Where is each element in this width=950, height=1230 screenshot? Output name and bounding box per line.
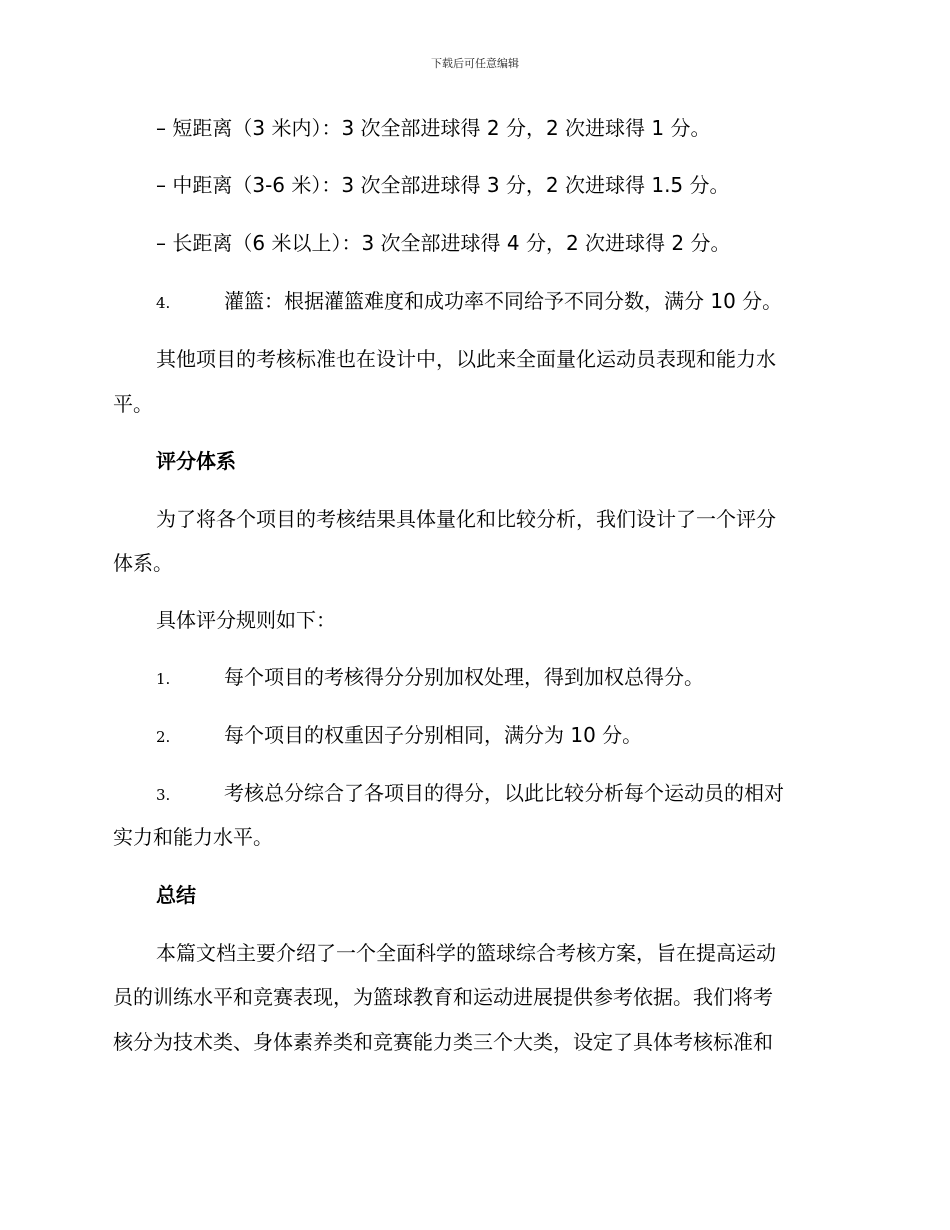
paragraph-line: 员的训练水平和竞赛表现，为篮球教育和运动进展提供参考依据。我们将考 [113, 985, 773, 1009]
list-item-text: 每个项目的权重因子分别相同，满分为 10 分。 [224, 723, 643, 747]
list-number: 2. [156, 728, 171, 746]
list-item-1 [156, 663, 881, 693]
list-item-text: 灌篮：根据灌篮难度和成功率不同给予不同分数，满分 10 分。 [224, 289, 783, 313]
list-number: 3. [156, 786, 171, 804]
list-item-text: 考核总分综合了各项目的得分，以此比较分析每个运动员的相对 [224, 781, 784, 805]
long-distance-line: – 长距离（6 米以上）：3 次全部进球得 4 分，2 次进球得 2 分。 [156, 231, 731, 255]
paragraph-line: 本篇文档主要介绍了一个全面科学的篮球综合考核方案，旨在提高运动 [156, 941, 776, 965]
paragraph-line: 为了将各个项目的考核结果具体量化和比较分析，我们设计了一个评分 [156, 507, 776, 531]
section-heading-scoring: 评分体系 [156, 449, 236, 473]
page-header: 下载后可任意编辑 [431, 57, 519, 70]
mid-distance-line: – 中距离（3-6 米）：3 次全部进球得 3 分，2 次进球得 1.5 分。 [156, 173, 730, 197]
list-number: 4. [156, 294, 171, 312]
short-distance-line: – 短距离（3 米内）：3 次全部进球得 2 分，2 次进球得 1 分。 [156, 116, 711, 140]
section-heading-summary: 总结 [156, 883, 196, 907]
list-item-2 [156, 721, 881, 751]
list-item-3 [156, 779, 881, 809]
paragraph-line: 其他项目的考核标准也在设计中，以此来全面量化运动员表现和能力水 [156, 347, 776, 371]
paragraph-line: 实力和能力水平。 [113, 825, 273, 849]
paragraph-line: 平。 [113, 392, 153, 416]
paragraph-line: 核分为技术类、身体素养类和竞赛能力类三个大类，设定了具体考核标准和 [113, 1030, 773, 1054]
paragraph-line: 体系。 [113, 551, 173, 575]
list-item-text: 每个项目的考核得分分别加权处理，得到加权总得分。 [224, 665, 704, 689]
paragraph-line: 具体评分规则如下： [156, 608, 336, 632]
list-number: 1. [156, 670, 171, 688]
list-item-dunk [156, 287, 881, 317]
